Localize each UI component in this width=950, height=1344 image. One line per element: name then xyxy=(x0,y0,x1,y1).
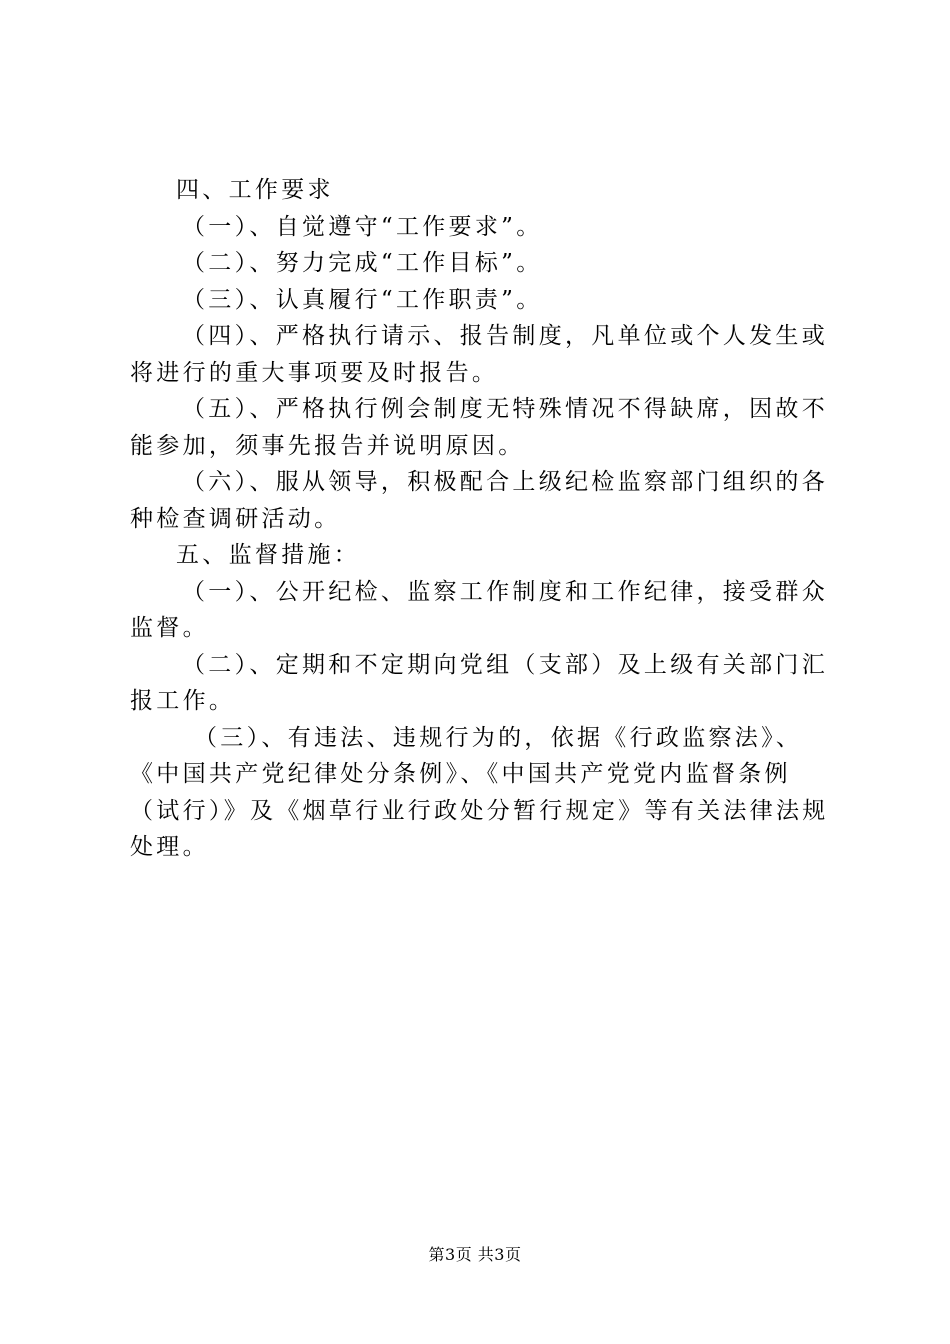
requirement-item-1: （一）、自觉遵守“工作要求”。 xyxy=(182,213,543,240)
document-body xyxy=(130,172,834,866)
supervision-item-1: （一）、公开纪检、监察工作制度和工作纪律，接受群众监督。 xyxy=(130,578,828,641)
supervision-item-3: （三）、有违法、违规行为的，依据《行政监察法》、《中国共产党纪律处分条例》、《中国共产党党内监督条例（试行）》及《烟草行业行政处分暂行规定》等有关法律法规处理。 xyxy=(130,724,829,860)
requirement-item-4: （四）、严格执行请示、报告制度，凡单位或个人发生或将进行的重大事项要及时报告。 xyxy=(130,323,828,386)
requirement-item-6: （六）、服从领导，积极配合上级纪检监察部门组织的各种检查调研活动。 xyxy=(130,469,828,532)
requirement-item-5: （五）、严格执行例会制度无特殊情况不得缺席，因故不能参加，须事先报告并说明原因。 xyxy=(130,396,828,459)
page-number-footer: 第3页 共3页 xyxy=(428,1245,522,1264)
section-heading-requirements: 四、工作要求 xyxy=(176,177,334,203)
requirement-item-3: （三）、认真履行“工作职责”。 xyxy=(182,286,543,313)
section-heading-supervision: 五、监督措施： xyxy=(176,542,361,568)
supervision-item-2: （二）、定期和不定期向党组（支部）及上级有关部门汇报工作。 xyxy=(130,651,828,714)
requirement-item-2: （二）、努力完成“工作目标”。 xyxy=(182,250,543,276)
